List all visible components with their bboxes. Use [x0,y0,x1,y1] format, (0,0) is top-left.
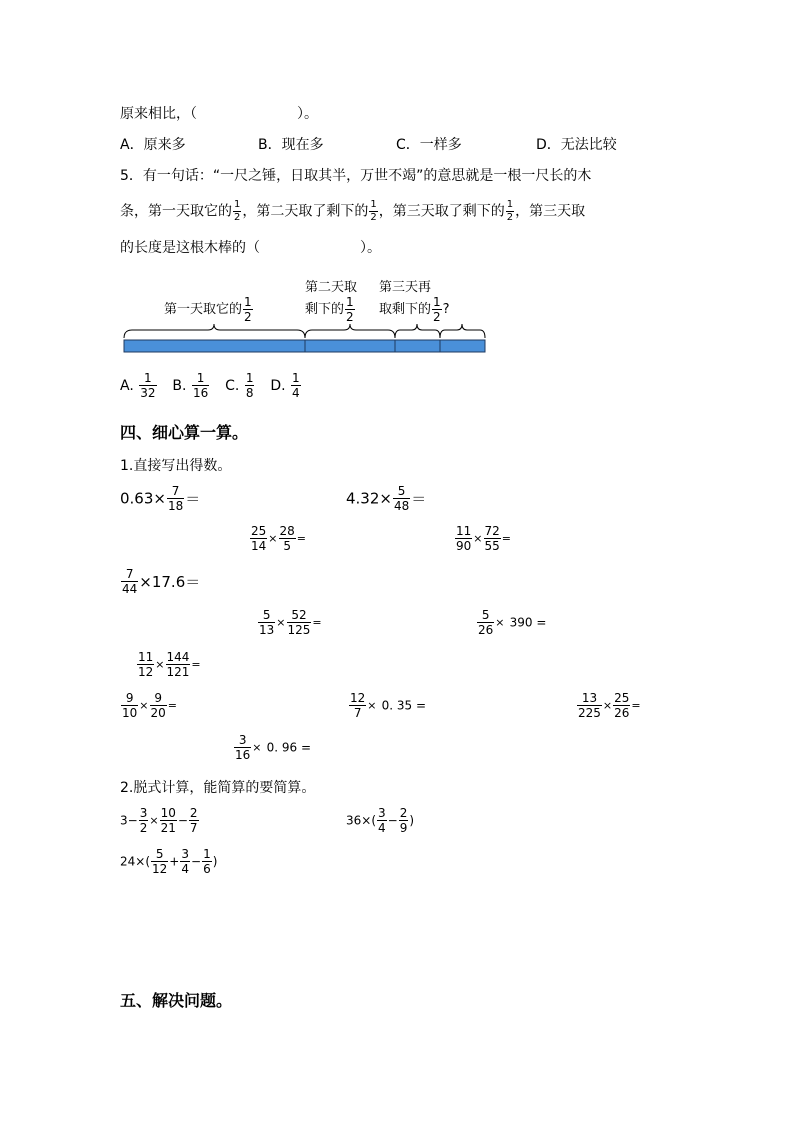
fraction [233,200,241,223]
fraction [245,372,255,399]
calc2-a [120,807,200,834]
numerator: 72 [484,524,500,538]
denominator: 14 [251,539,267,553]
calc2-b [346,807,414,834]
numerator: 7 [121,568,138,582]
math-symbol: = [191,658,201,671]
q5-text: 的长度是这根木棒的（ [120,240,260,256]
fraction [369,200,377,223]
denominator: 21 [160,821,176,835]
denominator: 55 [484,539,500,553]
numerator: 1 [433,295,441,309]
math-symbol: 36×( [346,813,377,828]
math-symbol: ＝ [411,490,427,508]
denominator: 12 [152,862,168,876]
denominator: 26 [478,623,494,637]
math-symbol: = [296,532,306,545]
calc2-c [120,848,217,875]
fraction [349,692,366,719]
numerator: 1 [370,199,377,210]
numerator: 1 [203,847,211,861]
diagram-label-day2 [305,296,356,323]
denominator: 7 [353,706,362,720]
numerator: 1 [139,372,156,386]
denominator: 4 [292,386,300,400]
q5-options [120,372,302,399]
math-symbol: = [631,699,641,712]
math-symbol: × [268,532,278,545]
q5-text: ，第二天取了剩下的 [242,203,369,220]
fraction [577,692,602,719]
q5-option-b[interactable]: B. $\frac{1}{16}$ [172,371,209,400]
fraction [139,372,156,399]
q5-text: ，第三天取 [515,203,586,220]
q5-line2 [120,200,585,223]
diagram-label-day2-top: 第二天取 [305,280,358,295]
fraction [250,525,267,552]
label-text: 第一天取它的 [164,302,243,317]
math-symbol: 0.63× [120,489,166,508]
fraction [377,807,387,834]
fraction [287,609,312,636]
q5-option-c[interactable]: C. $\frac{1}{8}$ [225,371,254,400]
numerator: 144 [166,650,190,664]
numerator: 1 [234,199,241,210]
denominator: 8 [245,386,254,400]
denominator: 2 [506,212,514,223]
section4-title: 四、细心算一算。 [120,423,249,442]
math-symbol: ×17.6＝ [139,573,201,591]
label-text: 取剩下的 [379,302,432,317]
numerator: 5 [151,848,168,862]
math-symbol: + [169,854,180,869]
brace-day1 [124,324,305,338]
math-symbol: 3− [120,813,138,828]
fraction [150,692,167,719]
calc-e6 [257,609,322,636]
denominator: 2 [346,310,354,324]
fraction [137,651,154,678]
numerator: 28 [279,524,295,538]
denominator: 2 [433,310,441,324]
fraction [151,848,168,875]
math-symbol: − [177,813,188,828]
denominator: 5 [283,539,291,553]
fraction [121,568,138,595]
denominator: 20 [150,706,166,720]
fraction [613,692,630,719]
fraction [393,485,410,512]
numerator: 2 [189,806,198,820]
fraction [121,692,138,719]
numerator: 1 [346,295,354,309]
numerator: 1 [245,371,254,385]
numerator: 5 [477,609,494,623]
q4-option-a[interactable]: A．原来多 [120,137,186,153]
denominator: 225 [578,706,601,720]
q4-option-b[interactable]: B．现在多 [258,137,324,153]
denominator: 16 [192,386,209,400]
q5-line3 [120,238,381,258]
math-symbol: × [155,658,165,671]
brace-day3 [395,324,440,338]
math-symbol: × [276,616,286,629]
math-symbol: ) [212,854,218,869]
denominator: 4 [181,862,189,876]
fraction [243,296,253,323]
label-text: 剩下的 [305,302,345,317]
numerator: 1 [192,372,209,386]
math-symbol: × [139,699,149,712]
fraction [345,296,355,323]
q4-tail-close: ）。 [297,106,318,122]
fraction [399,807,409,834]
q5-option-d[interactable]: D. $\frac{1}{4}$ [270,371,300,400]
math-symbol: × [252,741,262,754]
calc-e11 [576,692,641,719]
math-symbol: = [501,532,511,545]
denominator: 9 [399,821,408,835]
brace-remaining [440,324,485,338]
part1-title: 1.直接写出得数。 [120,458,232,474]
numerator: 1 [244,295,252,309]
fraction [506,200,514,223]
fraction [139,807,149,834]
q5-text: ）。 [360,240,381,256]
fraction [192,372,209,399]
part2-title: 2.脱式计算，能简算的要简算。 [120,780,316,796]
math-symbol: − [387,813,398,828]
denominator: 2 [139,821,148,835]
diagram-label-day1 [164,296,254,323]
denominator: 2 [244,310,252,324]
math-symbol: 390 = [509,615,547,630]
math-symbol: = [167,699,177,712]
fraction [202,848,212,875]
denominator: 32 [140,386,156,400]
q5-text: ，第三天取了剩下的 [378,203,505,220]
denominator: 90 [456,539,472,553]
fraction [279,525,296,552]
fraction [166,651,191,678]
fraction [432,296,442,323]
fraction [258,609,275,636]
denominator: 48 [393,499,410,513]
fraction [484,525,501,552]
math-symbol: − [191,854,202,869]
fraction [477,609,494,636]
question-mark: ? [442,302,450,317]
calc-e7 [476,609,546,636]
numerator: 3 [181,847,189,861]
diagram-label-day3-top: 第三天再 [379,280,432,295]
diagram-label-day3 [379,296,450,323]
numerator: 2 [399,806,408,820]
denominator: 13 [259,623,275,637]
section5-title: 五、解决问题。 [120,991,233,1010]
denominator: 16 [235,748,251,762]
numerator: 1 [506,199,514,210]
math-symbol: 0. 96 = [266,740,311,755]
math-symbol: ＝ [185,490,201,508]
fraction [167,485,184,512]
numerator: 5 [393,485,410,499]
calc-e9 [120,692,177,719]
fraction [291,372,301,399]
math-symbol: 24×( [120,854,151,869]
numerator: 7 [167,485,184,499]
numerator: 3 [139,806,148,820]
q4-tail [120,104,318,124]
q4-tail-text: 原来相比，（ [120,106,197,122]
calc-e8 [136,651,201,678]
numerator: 25 [614,691,630,705]
math-symbol: 4.32× [346,489,392,508]
denominator: 2 [234,212,241,223]
math-symbol: = [312,616,322,629]
numerator: 11 [138,650,154,664]
numerator: 3 [234,734,251,748]
denominator: 18 [167,499,184,513]
math-symbol: 0. 35 = [381,698,426,713]
calc-e3 [249,525,306,552]
math-symbol: ) [409,813,415,828]
denominator: 10 [122,706,138,720]
calc-e5 [120,568,200,595]
q5-option-a[interactable]: A. $\frac{1}{32}$ [120,371,156,400]
numerator: 9 [150,692,167,706]
q5-text: 条，第一天取它的 [120,203,232,220]
denominator: 125 [287,623,311,637]
fraction [180,848,190,875]
numerator: 9 [121,692,138,706]
denominator: 12 [138,665,154,679]
math-symbol: × [473,532,483,545]
q4-option-c[interactable]: C．一样多 [396,137,462,153]
numerator: 11 [456,524,472,538]
fraction [455,525,472,552]
calc-e4 [454,525,511,552]
denominator: 6 [203,862,211,876]
calc-e10 [348,692,426,719]
calc-e1 [120,485,200,512]
fraction [234,734,251,761]
brace-day2 [305,324,395,338]
math-symbol: × [495,616,505,629]
fraction [189,807,199,834]
math-symbol: × [602,699,613,712]
denominator: 7 [189,821,198,835]
fraction [160,807,177,834]
numerator: 12 [350,691,366,705]
math-symbol: × [367,699,377,712]
denominator: 26 [614,706,630,720]
numerator: 3 [378,806,386,820]
denominator: 2 [370,212,377,223]
math-symbol: × [149,814,159,827]
denominator: 121 [166,665,190,679]
numerator: 25 [251,524,267,538]
calc-e2 [346,485,426,512]
denominator: 4 [378,821,386,835]
numerator: 10 [160,806,176,820]
numerator: 1 [292,371,300,385]
numerator: 52 [287,609,312,623]
numerator: 5 [258,609,275,623]
numerator: 13 [577,692,602,706]
denominator: 44 [122,582,138,596]
calc-e12 [233,734,311,761]
q4-option-d[interactable]: D．无法比较 [536,137,617,153]
q5-line1: 5．有一句话：“一尺之锤，日取其半，万世不竭”的意思就是一根一尺长的木 [120,168,592,184]
